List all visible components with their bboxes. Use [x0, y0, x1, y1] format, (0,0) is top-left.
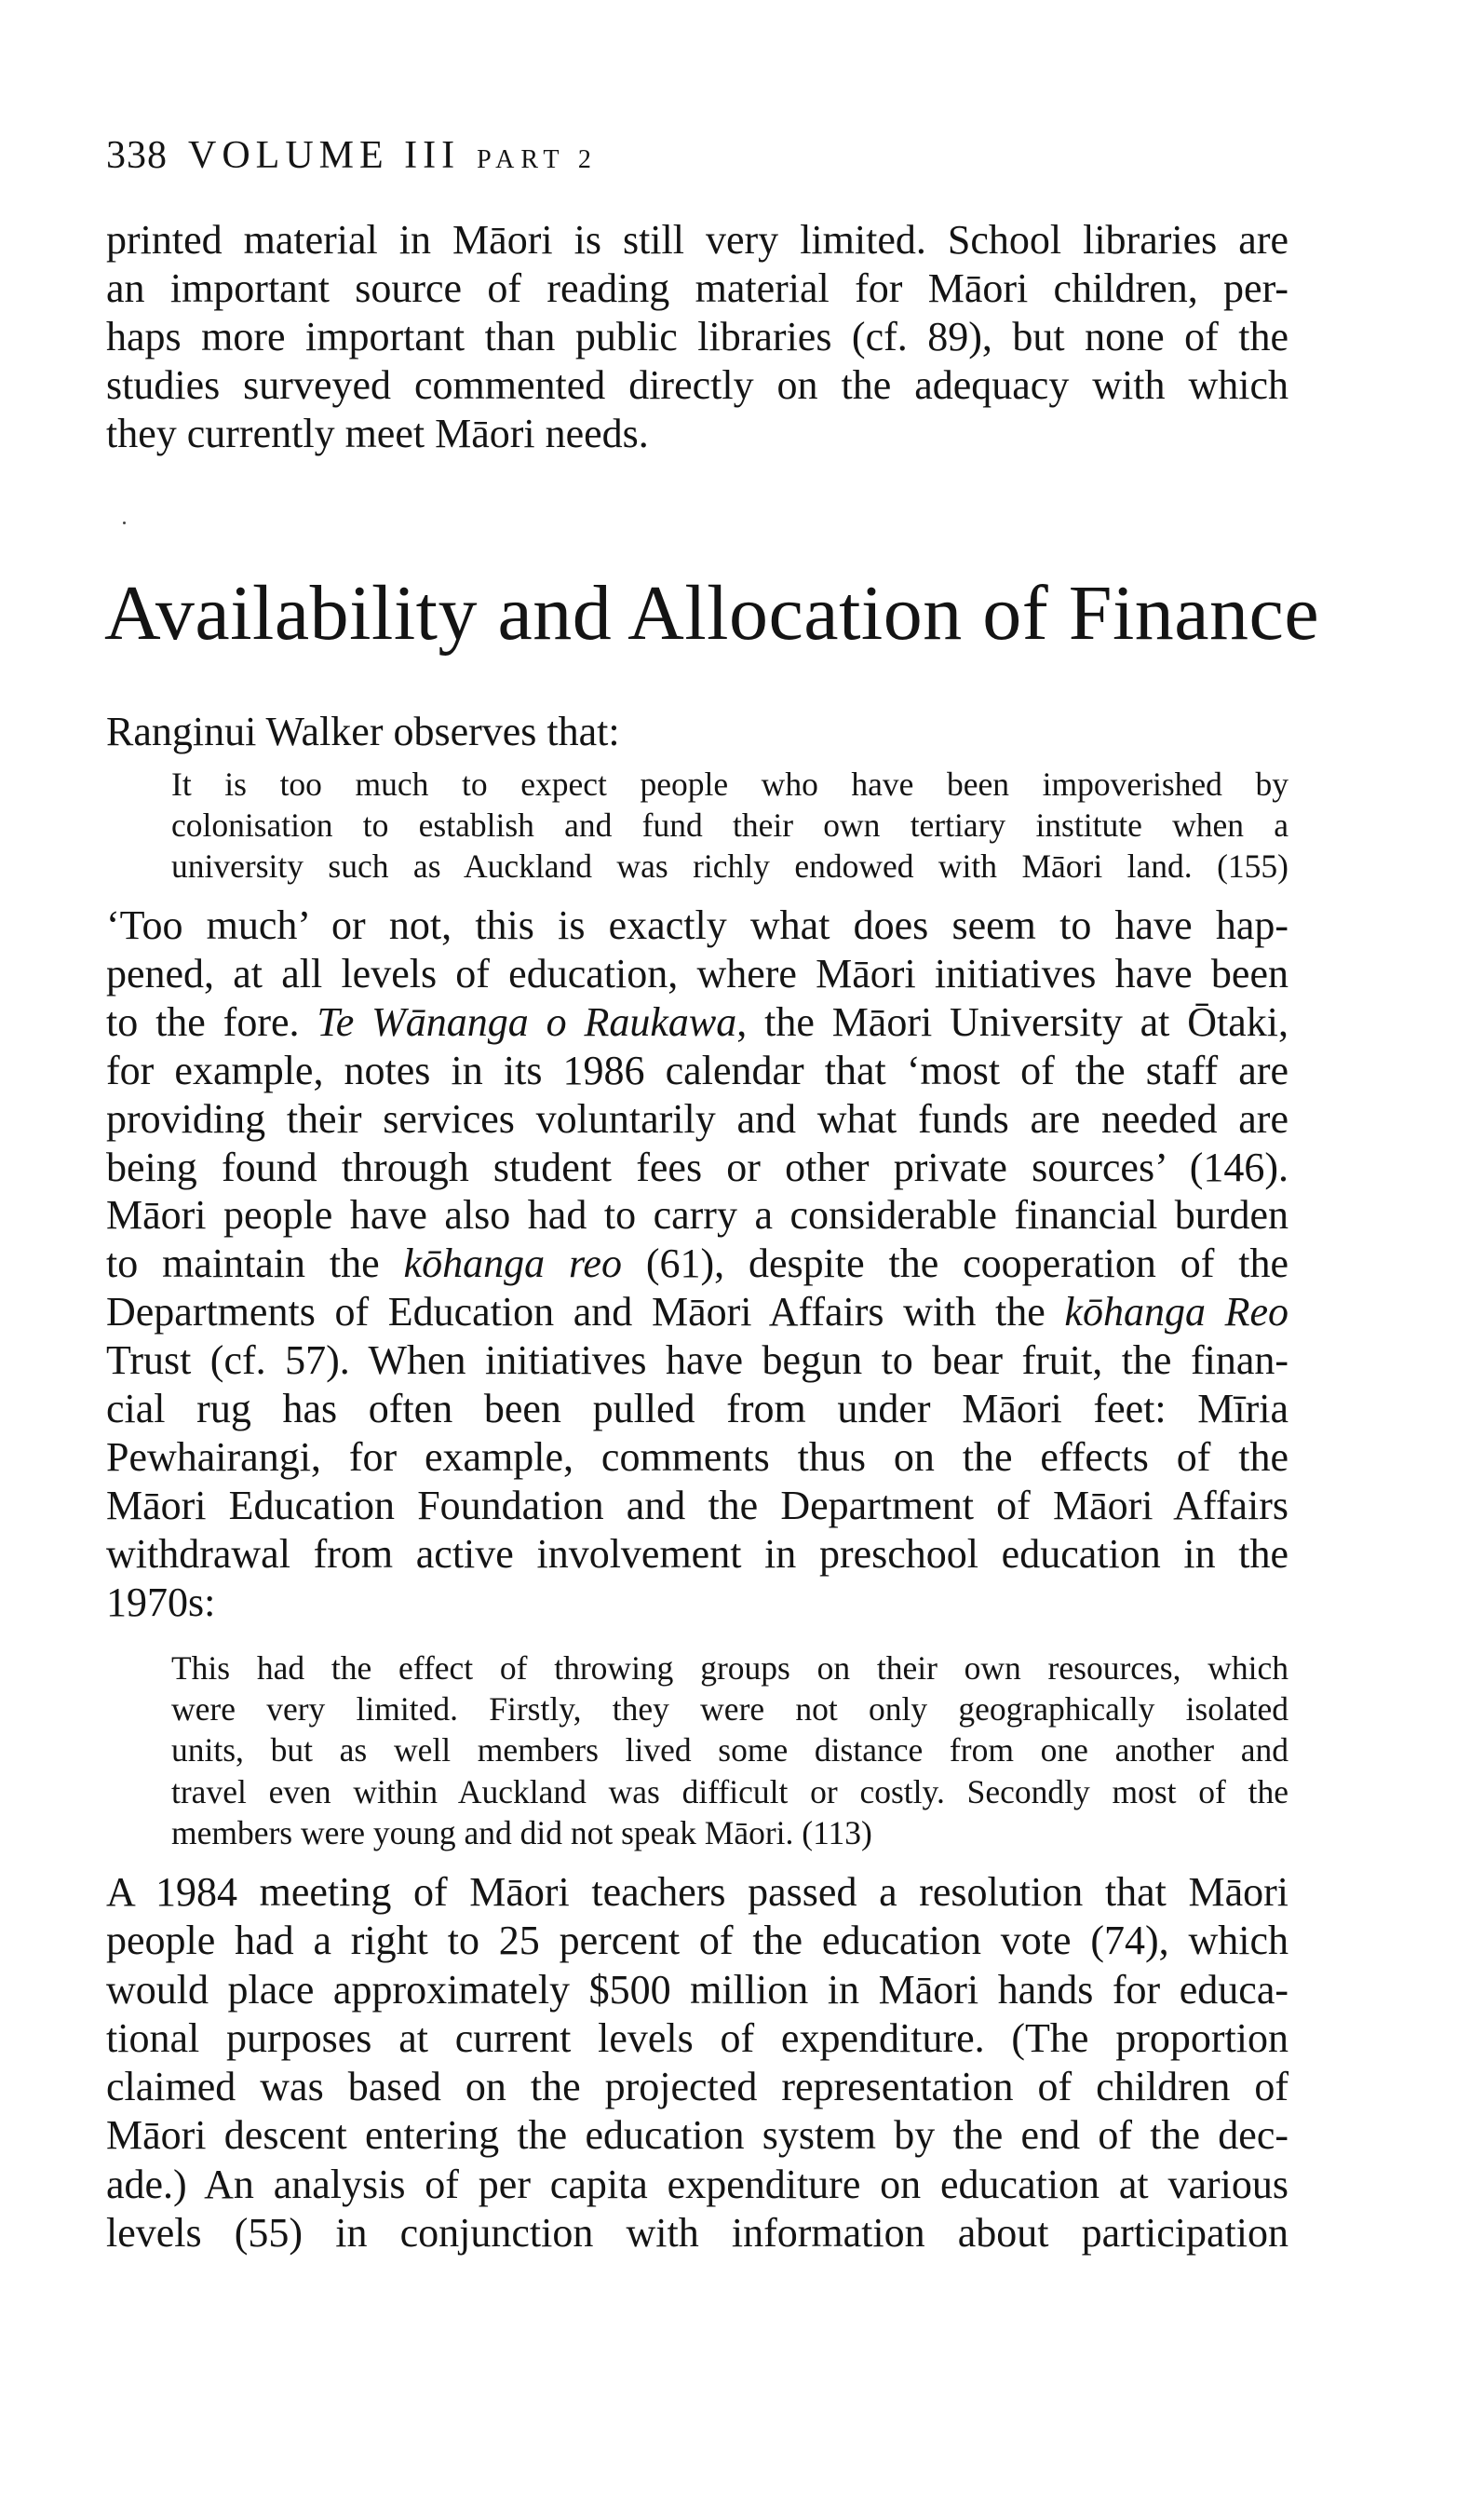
closing-paragraph: [106, 1868, 1288, 2257]
text-line: ade.) An analysis of per capita expenditure on education at various: [106, 2161, 1288, 2207]
page-number: 338: [106, 134, 168, 177]
quote-line: colonisation to establish and fund their own tertiary institute when a: [171, 807, 1288, 844]
kohanga-reo-term: kōhanga Reo: [1064, 1289, 1288, 1335]
quote-line: were very limited. Firstly, they were not only geographically isolated: [171, 1690, 1288, 1728]
text-line: haps more important than public libraries (cf. 89), but none of the: [106, 314, 1288, 359]
kohanga-reo-term: kōhanga reo: [403, 1240, 622, 1287]
text-segment: , the Māori University at Ōtaki,: [736, 998, 1289, 1045]
text-line: levels (55) in conjunction with information about participation: [106, 2210, 1288, 2257]
text-line: would place approximately $500 million in Māori hands for educa-: [106, 1966, 1288, 2013]
quote-line: members were young and did not speak Māori. (113): [171, 1813, 872, 1851]
section-heading: Availability and Allocation of Finance: [104, 570, 1320, 657]
text-line: Māori descent entering the education system by the end of the dec-: [106, 2112, 1288, 2159]
quote-line: It is too much to expect people who have been impoverished by: [171, 766, 1288, 803]
text-line: Trust (cf. 57). When initiatives have begun to bear fruit, the finan-: [106, 1337, 1288, 1384]
text-line: an important source of reading material for Māori children, per-: [106, 265, 1288, 311]
text-segment: to the fore.: [106, 998, 317, 1045]
intro-paragraph: [106, 216, 1288, 458]
stray-mark: [123, 522, 126, 524]
text-line: withdrawal from active involvement in preschool education in the: [106, 1530, 1288, 1577]
text-line: being found through student fees or other private sources’ (146).: [106, 1144, 1288, 1190]
text-line: tional purposes at current levels of expenditure. (The proportion: [106, 2014, 1288, 2061]
text-line: [106, 1240, 1288, 1288]
text-line: printed material in Māori is still very limited. School libraries are: [106, 217, 1288, 263]
text-segment: (61), despite the cooperation of the: [621, 1240, 1288, 1287]
lead-in: [106, 708, 1288, 756]
text-line: people had a right to 25 percent of the education vote (74), which: [106, 1918, 1288, 1964]
text-line: studies surveyed commented directly on the adequacy with which: [106, 362, 1288, 408]
text-line: claimed was based on the projected representation of children of: [106, 2064, 1288, 2110]
text-line: cial rug has often been pulled from under Māori feet: Mīria: [106, 1386, 1288, 1432]
running-head: [106, 133, 598, 178]
quote-line: units, but as well members lived some distance from one another and: [171, 1731, 1288, 1769]
institution-name: Te Wānanga o Raukawa: [317, 998, 737, 1045]
text-line: 1970s:: [106, 1579, 216, 1625]
text-segment: Departments of Education and Māori Affairs with the: [106, 1289, 1065, 1335]
body-paragraph: [106, 902, 1288, 1627]
part-label: PART 2: [477, 145, 598, 174]
text-line: [106, 998, 1288, 1047]
quote-line: This had the effect of throwing groups on their own resources, which: [171, 1649, 1288, 1687]
quote-line: travel even within Auckland was difficult or costly. Secondly most of the: [171, 1772, 1288, 1810]
text-line: Ranginui Walker observes that:: [106, 709, 620, 754]
text-line: Māori people have also had to carry a considerable financial burden: [106, 1192, 1288, 1239]
block-quote-pewhairangi: [171, 1647, 1288, 1853]
block-quote-walker: [171, 764, 1288, 887]
text-line: [106, 1288, 1288, 1336]
text-line: pened, at all levels of education, where Māori initiatives have been: [106, 950, 1288, 996]
text-line: Māori Education Foundation and the Department of Māori Affairs: [106, 1482, 1288, 1528]
volume-label: VOLUME III: [188, 134, 461, 177]
text-line: ‘Too much’ or not, this is exactly what does seem to have hap-: [106, 902, 1288, 948]
text-line: providing their services voluntarily and what funds are needed are: [106, 1095, 1288, 1142]
text-segment: to maintain the: [106, 1240, 404, 1287]
text-line: they currently meet Māori needs.: [106, 411, 649, 456]
text-line: A 1984 meeting of Māori teachers passed a resolution that Māori: [106, 1869, 1288, 1915]
text-line: Pewhairangi, for example, comments thus on the effects of the: [106, 1433, 1288, 1480]
text-line: for example, notes in its 1986 calendar that ‘most of the staff are: [106, 1047, 1288, 1093]
quote-line: university such as Auckland was richly endowed with Māori land. (155): [171, 847, 1288, 885]
